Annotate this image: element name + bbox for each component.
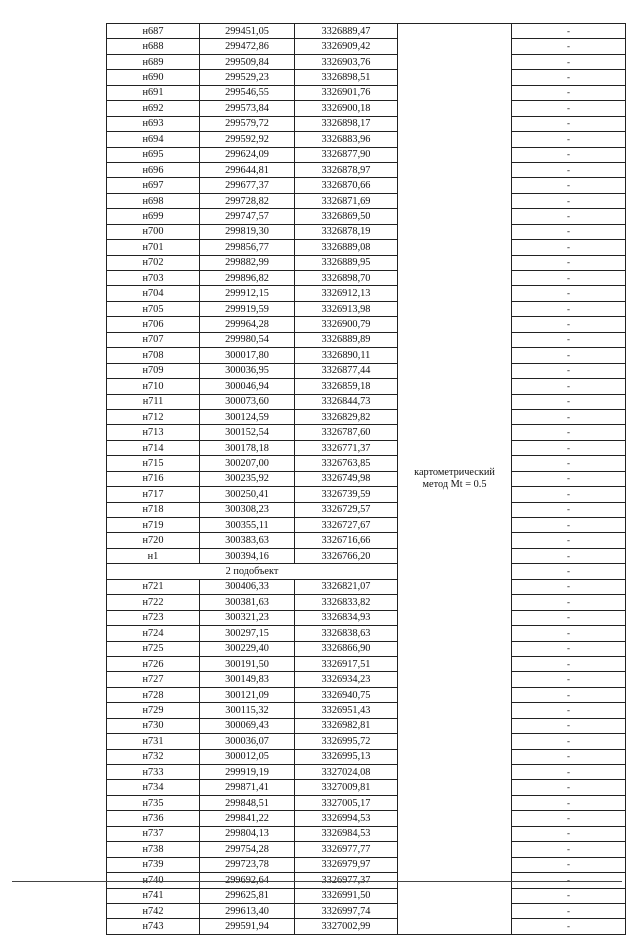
point-id-cell: н729 bbox=[107, 703, 200, 718]
y-coordinate-cell: 3326979,97 bbox=[295, 857, 398, 872]
dash-cell: - bbox=[512, 39, 626, 54]
x-coordinate-cell: 300036,95 bbox=[200, 363, 295, 378]
y-coordinate-cell: 3326898,17 bbox=[295, 116, 398, 131]
x-coordinate-cell: 300235,92 bbox=[200, 471, 295, 486]
point-id-cell: н731 bbox=[107, 734, 200, 749]
dash-cell: - bbox=[512, 379, 626, 394]
x-coordinate-cell: 300308,23 bbox=[200, 502, 295, 517]
coordinate-table bbox=[106, 23, 626, 935]
y-coordinate-cell: 3326982,81 bbox=[295, 718, 398, 733]
x-coordinate-cell: 299613,40 bbox=[200, 903, 295, 918]
dash-cell: - bbox=[512, 780, 626, 795]
y-coordinate-cell: 3326749,98 bbox=[295, 471, 398, 486]
x-coordinate-cell: 299882,99 bbox=[200, 255, 295, 270]
y-coordinate-cell: 3326898,70 bbox=[295, 271, 398, 286]
dash-cell: - bbox=[512, 409, 626, 424]
method-line-2: метод Mt = 0.5 bbox=[422, 478, 487, 490]
dash-cell: - bbox=[512, 54, 626, 69]
x-coordinate-cell: 300149,83 bbox=[200, 672, 295, 687]
y-coordinate-cell: 3326739,59 bbox=[295, 487, 398, 502]
table-row bbox=[107, 780, 626, 795]
dash-cell: - bbox=[512, 687, 626, 702]
dash-cell: - bbox=[512, 24, 626, 39]
x-coordinate-cell: 299871,41 bbox=[200, 780, 295, 795]
point-id-cell: н698 bbox=[107, 193, 200, 208]
point-id-cell: н735 bbox=[107, 795, 200, 810]
x-coordinate-cell: 299573,84 bbox=[200, 101, 295, 116]
dash-cell: - bbox=[512, 487, 626, 502]
x-coordinate-cell: 299804,13 bbox=[200, 826, 295, 841]
dash-cell: - bbox=[512, 162, 626, 177]
y-coordinate-cell: 3326913,98 bbox=[295, 301, 398, 316]
table-row bbox=[107, 286, 626, 301]
dash-cell: - bbox=[512, 255, 626, 270]
dash-cell: - bbox=[512, 348, 626, 363]
coordinate-table-sheet bbox=[106, 23, 625, 935]
y-coordinate-cell: 3327002,99 bbox=[295, 919, 398, 934]
y-coordinate-cell: 3327005,17 bbox=[295, 795, 398, 810]
x-coordinate-cell: 300321,23 bbox=[200, 610, 295, 625]
table-row bbox=[107, 379, 626, 394]
table-row bbox=[107, 70, 626, 85]
y-coordinate-cell: 3326838,63 bbox=[295, 626, 398, 641]
point-id-cell: н743 bbox=[107, 919, 200, 934]
table-row bbox=[107, 471, 626, 486]
point-id-cell: н724 bbox=[107, 626, 200, 641]
x-coordinate-cell: 299841,22 bbox=[200, 811, 295, 826]
dash-cell: - bbox=[512, 193, 626, 208]
coordinate-table-body bbox=[107, 24, 626, 935]
point-id-cell: н733 bbox=[107, 765, 200, 780]
point-id-cell: н696 bbox=[107, 162, 200, 177]
table-row bbox=[107, 888, 626, 903]
y-coordinate-cell: 3326900,79 bbox=[295, 317, 398, 332]
x-coordinate-cell: 299728,82 bbox=[200, 193, 295, 208]
y-coordinate-cell: 3326877,90 bbox=[295, 147, 398, 162]
dash-cell: - bbox=[512, 147, 626, 162]
table-row bbox=[107, 394, 626, 409]
table-row bbox=[107, 425, 626, 440]
y-coordinate-cell: 3326898,51 bbox=[295, 70, 398, 85]
table-row bbox=[107, 271, 626, 286]
table-row bbox=[107, 734, 626, 749]
dash-cell: - bbox=[512, 209, 626, 224]
table-row bbox=[107, 610, 626, 625]
y-coordinate-cell: 3326878,97 bbox=[295, 162, 398, 177]
y-coordinate-cell: 3326727,67 bbox=[295, 518, 398, 533]
dash-cell: - bbox=[512, 656, 626, 671]
y-coordinate-cell: 3326977,77 bbox=[295, 842, 398, 857]
y-coordinate-cell: 3326994,53 bbox=[295, 811, 398, 826]
point-id-cell: н715 bbox=[107, 456, 200, 471]
table-row bbox=[107, 626, 626, 641]
x-coordinate-cell: 299856,77 bbox=[200, 240, 295, 255]
dash-cell: - bbox=[512, 440, 626, 455]
subobject-label-cell: 2 подобъект bbox=[107, 564, 398, 579]
table-row bbox=[107, 903, 626, 918]
point-id-cell: н703 bbox=[107, 271, 200, 286]
x-coordinate-cell: 299677,37 bbox=[200, 178, 295, 193]
x-coordinate-cell: 300381,63 bbox=[200, 595, 295, 610]
dash-cell: - bbox=[512, 224, 626, 239]
x-coordinate-cell: 299529,23 bbox=[200, 70, 295, 85]
dash-cell: - bbox=[512, 502, 626, 517]
dash-cell: - bbox=[512, 271, 626, 286]
dash-cell: - bbox=[512, 734, 626, 749]
dash-cell: - bbox=[512, 641, 626, 656]
y-coordinate-cell: 3326889,95 bbox=[295, 255, 398, 270]
y-coordinate-cell: 3326995,72 bbox=[295, 734, 398, 749]
table-row bbox=[107, 456, 626, 471]
table-row bbox=[107, 301, 626, 316]
dash-cell: - bbox=[512, 703, 626, 718]
method-cell bbox=[398, 24, 512, 935]
x-coordinate-cell: 299896,82 bbox=[200, 271, 295, 286]
x-coordinate-cell: 300036,07 bbox=[200, 734, 295, 749]
point-id-cell: н708 bbox=[107, 348, 200, 363]
y-coordinate-cell: 3326889,89 bbox=[295, 332, 398, 347]
table-row bbox=[107, 116, 626, 131]
table-row bbox=[107, 579, 626, 594]
point-id-cell: н705 bbox=[107, 301, 200, 316]
table-row bbox=[107, 332, 626, 347]
x-coordinate-cell: 300012,05 bbox=[200, 749, 295, 764]
table-row bbox=[107, 533, 626, 548]
y-coordinate-cell: 3326829,82 bbox=[295, 409, 398, 424]
point-id-cell: н701 bbox=[107, 240, 200, 255]
dash-cell: - bbox=[512, 919, 626, 934]
method-line-1: картометрический bbox=[414, 466, 495, 478]
point-id-cell: н702 bbox=[107, 255, 200, 270]
x-coordinate-cell: 300115,32 bbox=[200, 703, 295, 718]
point-id-cell: н739 bbox=[107, 857, 200, 872]
table-row bbox=[107, 317, 626, 332]
point-id-cell: н697 bbox=[107, 178, 200, 193]
dash-cell: - bbox=[512, 579, 626, 594]
table-row bbox=[107, 255, 626, 270]
point-id-cell: н736 bbox=[107, 811, 200, 826]
dash-cell: - bbox=[512, 610, 626, 625]
point-id-cell: н687 bbox=[107, 24, 200, 39]
point-id-cell: н709 bbox=[107, 363, 200, 378]
table-row bbox=[107, 440, 626, 455]
table-row bbox=[107, 101, 626, 116]
x-coordinate-cell: 299747,57 bbox=[200, 209, 295, 224]
point-id-cell: н688 bbox=[107, 39, 200, 54]
x-coordinate-cell: 299964,28 bbox=[200, 317, 295, 332]
y-coordinate-cell: 3326997,74 bbox=[295, 903, 398, 918]
dash-cell: - bbox=[512, 795, 626, 810]
dash-cell: - bbox=[512, 70, 626, 85]
dash-cell: - bbox=[512, 857, 626, 872]
point-id-cell: н716 bbox=[107, 471, 200, 486]
x-coordinate-cell: 300191,50 bbox=[200, 656, 295, 671]
point-id-cell: н721 bbox=[107, 579, 200, 594]
dash-cell: - bbox=[512, 811, 626, 826]
dash-cell: - bbox=[512, 471, 626, 486]
y-coordinate-cell: 3326771,37 bbox=[295, 440, 398, 455]
y-coordinate-cell: 3326866,90 bbox=[295, 641, 398, 656]
dash-cell: - bbox=[512, 425, 626, 440]
x-coordinate-cell: 300017,80 bbox=[200, 348, 295, 363]
dash-cell: - bbox=[512, 286, 626, 301]
y-coordinate-cell: 3326901,76 bbox=[295, 85, 398, 100]
x-coordinate-cell: 299451,05 bbox=[200, 24, 295, 39]
table-row bbox=[107, 54, 626, 69]
y-coordinate-cell: 3326716,66 bbox=[295, 533, 398, 548]
y-coordinate-cell: 3326912,13 bbox=[295, 286, 398, 301]
point-id-cell: н693 bbox=[107, 116, 200, 131]
x-coordinate-cell: 300406,33 bbox=[200, 579, 295, 594]
point-id-cell: н1 bbox=[107, 548, 200, 563]
point-id-cell: н738 bbox=[107, 842, 200, 857]
x-coordinate-cell: 300073,60 bbox=[200, 394, 295, 409]
dash-cell: - bbox=[512, 533, 626, 548]
table-row bbox=[107, 718, 626, 733]
x-coordinate-cell: 300297,15 bbox=[200, 626, 295, 641]
dash-cell: - bbox=[512, 394, 626, 409]
dash-cell: - bbox=[512, 826, 626, 841]
dash-cell: - bbox=[512, 718, 626, 733]
point-id-cell: н699 bbox=[107, 209, 200, 224]
y-coordinate-cell: 3326878,19 bbox=[295, 224, 398, 239]
dash-cell: - bbox=[512, 85, 626, 100]
x-coordinate-cell: 299592,92 bbox=[200, 132, 295, 147]
y-coordinate-cell: 3326984,53 bbox=[295, 826, 398, 841]
dash-cell: - bbox=[512, 765, 626, 780]
table-row bbox=[107, 795, 626, 810]
y-coordinate-cell: 3326729,57 bbox=[295, 502, 398, 517]
dash-cell: - bbox=[512, 178, 626, 193]
point-id-cell: н737 bbox=[107, 826, 200, 841]
point-id-cell: н730 bbox=[107, 718, 200, 733]
point-id-cell: н694 bbox=[107, 132, 200, 147]
dash-cell: - bbox=[512, 456, 626, 471]
y-coordinate-cell: 3326995,13 bbox=[295, 749, 398, 764]
point-id-cell: н734 bbox=[107, 780, 200, 795]
x-coordinate-cell: 300178,18 bbox=[200, 440, 295, 455]
y-coordinate-cell: 3326870,66 bbox=[295, 178, 398, 193]
x-coordinate-cell: 299579,72 bbox=[200, 116, 295, 131]
table-row bbox=[107, 132, 626, 147]
y-coordinate-cell: 3326869,50 bbox=[295, 209, 398, 224]
y-coordinate-cell: 3326900,18 bbox=[295, 101, 398, 116]
point-id-cell: н692 bbox=[107, 101, 200, 116]
table-row bbox=[107, 765, 626, 780]
x-coordinate-cell: 299912,15 bbox=[200, 286, 295, 301]
y-coordinate-cell: 3327009,81 bbox=[295, 780, 398, 795]
y-coordinate-cell: 3326859,18 bbox=[295, 379, 398, 394]
dash-cell: - bbox=[512, 626, 626, 641]
table-row bbox=[107, 178, 626, 193]
table-row bbox=[107, 240, 626, 255]
table-row bbox=[107, 857, 626, 872]
x-coordinate-cell: 300355,11 bbox=[200, 518, 295, 533]
x-coordinate-cell: 299546,55 bbox=[200, 85, 295, 100]
dash-cell: - bbox=[512, 564, 626, 579]
point-id-cell: н728 bbox=[107, 687, 200, 702]
x-coordinate-cell: 299624,09 bbox=[200, 147, 295, 162]
y-coordinate-cell: 3326934,23 bbox=[295, 672, 398, 687]
x-coordinate-cell: 300250,41 bbox=[200, 487, 295, 502]
y-coordinate-cell: 3326883,96 bbox=[295, 132, 398, 147]
dash-cell: - bbox=[512, 749, 626, 764]
table-row bbox=[107, 595, 626, 610]
dash-cell: - bbox=[512, 548, 626, 563]
y-coordinate-cell: 3326763,85 bbox=[295, 456, 398, 471]
y-coordinate-cell: 3326766,20 bbox=[295, 548, 398, 563]
point-id-cell: н700 bbox=[107, 224, 200, 239]
table-row bbox=[107, 687, 626, 702]
table-row bbox=[107, 548, 626, 563]
point-id-cell: н719 bbox=[107, 518, 200, 533]
dash-cell: - bbox=[512, 132, 626, 147]
point-id-cell: н707 bbox=[107, 332, 200, 347]
dash-cell: - bbox=[512, 332, 626, 347]
subobject-header-row bbox=[107, 564, 626, 579]
table-row bbox=[107, 147, 626, 162]
dash-cell: - bbox=[512, 672, 626, 687]
x-coordinate-cell: 299919,19 bbox=[200, 765, 295, 780]
point-id-cell: н712 bbox=[107, 409, 200, 424]
x-coordinate-cell: 299692,64 bbox=[200, 873, 295, 888]
y-coordinate-cell: 3326877,44 bbox=[295, 363, 398, 378]
y-coordinate-cell: 3326991,50 bbox=[295, 888, 398, 903]
dash-cell: - bbox=[512, 903, 626, 918]
point-id-cell: н741 bbox=[107, 888, 200, 903]
table-row bbox=[107, 39, 626, 54]
x-coordinate-cell: 299644,81 bbox=[200, 162, 295, 177]
x-coordinate-cell: 300124,59 bbox=[200, 409, 295, 424]
point-id-cell: н742 bbox=[107, 903, 200, 918]
y-coordinate-cell: 3326834,93 bbox=[295, 610, 398, 625]
table-row bbox=[107, 487, 626, 502]
point-id-cell: н718 bbox=[107, 502, 200, 517]
table-row bbox=[107, 518, 626, 533]
point-id-cell: н690 bbox=[107, 70, 200, 85]
x-coordinate-cell: 299509,84 bbox=[200, 54, 295, 69]
x-coordinate-cell: 300069,43 bbox=[200, 718, 295, 733]
y-coordinate-cell: 3326844,73 bbox=[295, 394, 398, 409]
point-id-cell: н695 bbox=[107, 147, 200, 162]
point-id-cell: н722 bbox=[107, 595, 200, 610]
dash-cell: - bbox=[512, 301, 626, 316]
x-coordinate-cell: 299723,78 bbox=[200, 857, 295, 872]
point-id-cell: н711 bbox=[107, 394, 200, 409]
y-coordinate-cell: 3326889,08 bbox=[295, 240, 398, 255]
table-row bbox=[107, 502, 626, 517]
dash-cell: - bbox=[512, 842, 626, 857]
point-id-cell: н689 bbox=[107, 54, 200, 69]
point-id-cell: н704 bbox=[107, 286, 200, 301]
y-coordinate-cell: 3326977,37 bbox=[295, 873, 398, 888]
table-row bbox=[107, 85, 626, 100]
page-bottom-rule bbox=[12, 881, 622, 882]
y-coordinate-cell: 3326787,60 bbox=[295, 425, 398, 440]
point-id-cell: н717 bbox=[107, 487, 200, 502]
table-row bbox=[107, 641, 626, 656]
x-coordinate-cell: 299625,81 bbox=[200, 888, 295, 903]
table-row bbox=[107, 842, 626, 857]
dash-cell: - bbox=[512, 240, 626, 255]
table-row bbox=[107, 224, 626, 239]
point-id-cell: н710 bbox=[107, 379, 200, 394]
table-row bbox=[107, 162, 626, 177]
table-row bbox=[107, 209, 626, 224]
table-row bbox=[107, 672, 626, 687]
point-id-cell: н691 bbox=[107, 85, 200, 100]
table-row bbox=[107, 348, 626, 363]
y-coordinate-cell: 3326871,69 bbox=[295, 193, 398, 208]
x-coordinate-cell: 300229,40 bbox=[200, 641, 295, 656]
dash-cell: - bbox=[512, 101, 626, 116]
dash-cell: - bbox=[512, 116, 626, 131]
dash-cell: - bbox=[512, 363, 626, 378]
point-id-cell: н720 bbox=[107, 533, 200, 548]
x-coordinate-cell: 299591,94 bbox=[200, 919, 295, 934]
y-coordinate-cell: 3326890,11 bbox=[295, 348, 398, 363]
point-id-cell: н740 bbox=[107, 873, 200, 888]
table-row bbox=[107, 703, 626, 718]
table-row bbox=[107, 826, 626, 841]
table-row bbox=[107, 24, 626, 39]
y-coordinate-cell: 3326909,42 bbox=[295, 39, 398, 54]
y-coordinate-cell: 3327024,08 bbox=[295, 765, 398, 780]
point-id-cell: н726 bbox=[107, 656, 200, 671]
table-row bbox=[107, 919, 626, 934]
x-coordinate-cell: 300152,54 bbox=[200, 425, 295, 440]
y-coordinate-cell: 3326889,47 bbox=[295, 24, 398, 39]
y-coordinate-cell: 3326940,75 bbox=[295, 687, 398, 702]
x-coordinate-cell: 300207,00 bbox=[200, 456, 295, 471]
x-coordinate-cell: 300046,94 bbox=[200, 379, 295, 394]
y-coordinate-cell: 3326821,07 bbox=[295, 579, 398, 594]
x-coordinate-cell: 299980,54 bbox=[200, 332, 295, 347]
x-coordinate-cell: 299754,28 bbox=[200, 842, 295, 857]
point-id-cell: н706 bbox=[107, 317, 200, 332]
x-coordinate-cell: 299919,59 bbox=[200, 301, 295, 316]
x-coordinate-cell: 299848,51 bbox=[200, 795, 295, 810]
x-coordinate-cell: 299472,86 bbox=[200, 39, 295, 54]
x-coordinate-cell: 300121,09 bbox=[200, 687, 295, 702]
point-id-cell: н723 bbox=[107, 610, 200, 625]
dash-cell: - bbox=[512, 317, 626, 332]
y-coordinate-cell: 3326833,82 bbox=[295, 595, 398, 610]
point-id-cell: н725 bbox=[107, 641, 200, 656]
dash-cell: - bbox=[512, 888, 626, 903]
dash-cell: - bbox=[512, 518, 626, 533]
point-id-cell: н727 bbox=[107, 672, 200, 687]
dash-cell: - bbox=[512, 873, 626, 888]
point-id-cell: н714 bbox=[107, 440, 200, 455]
y-coordinate-cell: 3326951,43 bbox=[295, 703, 398, 718]
table-row bbox=[107, 656, 626, 671]
y-coordinate-cell: 3326917,51 bbox=[295, 656, 398, 671]
y-coordinate-cell: 3326903,76 bbox=[295, 54, 398, 69]
point-id-cell: н713 bbox=[107, 425, 200, 440]
table-row bbox=[107, 363, 626, 378]
x-coordinate-cell: 299819,30 bbox=[200, 224, 295, 239]
x-coordinate-cell: 300383,63 bbox=[200, 533, 295, 548]
dash-cell: - bbox=[512, 595, 626, 610]
table-row bbox=[107, 749, 626, 764]
table-row bbox=[107, 409, 626, 424]
point-id-cell: н732 bbox=[107, 749, 200, 764]
table-row bbox=[107, 811, 626, 826]
x-coordinate-cell: 300394,16 bbox=[200, 548, 295, 563]
table-row bbox=[107, 193, 626, 208]
